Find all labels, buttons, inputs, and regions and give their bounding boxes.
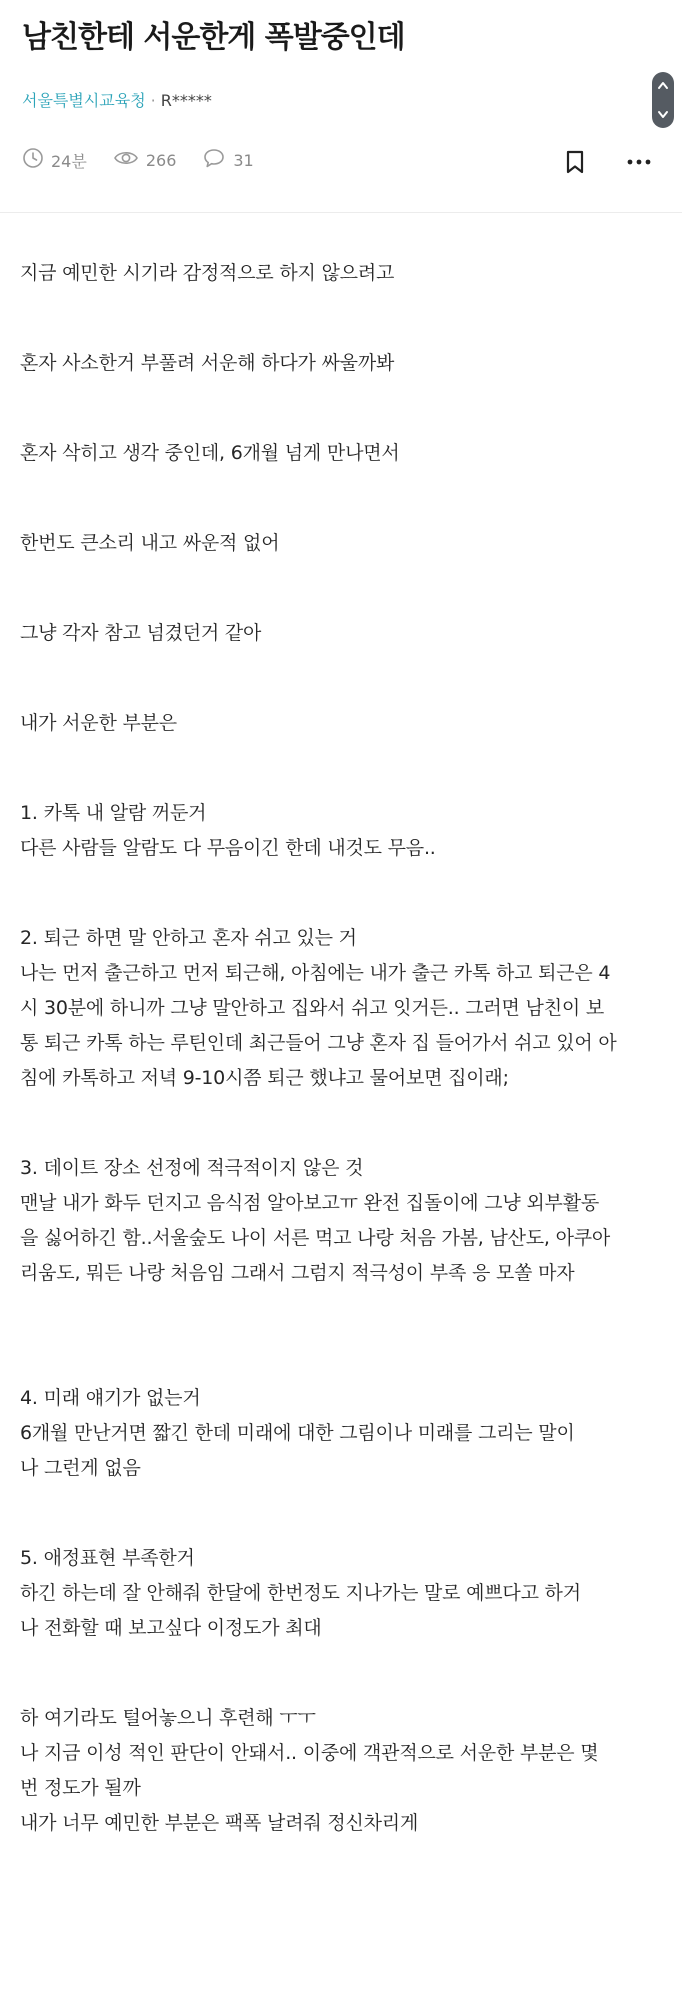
closing-line: 하 여기라도 털어놓으니 후련해 ㅜㅜ [20,1707,316,1729]
scroll-handle-icon[interactable] [652,72,674,128]
paragraph [20,436,660,471]
list-item [20,1541,660,1646]
paragraph [20,256,660,291]
paragraph [20,706,660,741]
paragraph-line: 그냥 각자 참고 넘겼던거 같아 [20,622,262,644]
item-line: 리움도, 뭐든 나랑 처음임 그래서 그럼지 적극성이 부족 응 모쏠 마자 [20,1262,575,1284]
views-value: 266 [145,150,177,170]
paragraph [20,616,660,651]
item-heading: 2. 퇴근 하면 말 안하고 혼자 쉬고 있는 거 [20,927,357,949]
paragraph-line: 혼자 사소한거 부풀려 서운해 하다가 싸울까봐 [20,352,395,374]
list-item [20,1381,660,1486]
item-line: 맨날 내가 화두 던지고 음식점 알아보고ㅠ 완전 집돌이에 그냥 외부활동 [20,1192,600,1214]
comments-value: 31 [233,150,254,170]
more-dots-icon[interactable] [626,152,652,176]
post-meta [22,88,212,111]
closing-line: 내가 너무 예민한 부분은 팩폭 날려줘 정신차리게 [20,1812,419,1834]
paragraph-line: 혼자 삭히고 생각 중인데, 6개월 넘게 만나면서 [20,442,400,464]
item-line: 통 퇴근 카톡 하는 루틴인데 최근들어 그냥 혼자 집 들어가서 쉬고 있어 아 [20,1032,617,1054]
item-line: 나 전화할 때 보고싶다 이정도가 최대 [20,1617,322,1639]
paragraph [20,526,660,561]
clock-icon [22,147,51,173]
item-line: 침에 카톡하고 저녁 9-10시쯤 퇴근 했냐고 물어보면 집이래; [20,1067,509,1089]
comment-bubble-icon [202,147,233,173]
header-divider [0,212,682,213]
list-item [20,921,660,1096]
post-stats [22,148,280,172]
closing-line: 번 정도가 될까 [20,1777,141,1799]
paragraph-line: 내가 서운한 부분은 [20,712,177,734]
item-heading: 3. 데이트 장소 선정에 적극적이지 않은 것 [20,1157,364,1179]
views-stat [113,147,177,173]
meta-separator: · [150,91,156,110]
time-stat [22,147,87,173]
post-header [0,0,682,212]
item-heading: 5. 애정표현 부족한거 [20,1547,195,1569]
paragraph-line: 지금 예민한 시기라 감정적으로 하지 않으려고 [20,262,395,284]
list-item [20,1151,660,1291]
item-line: 6개월 만난거면 짧긴 한데 미래에 대한 그림이나 미래를 그리는 말이 [20,1422,575,1444]
time-value: 24분 [51,151,87,171]
author-name[interactable]: R***** [160,91,212,110]
eye-icon [113,147,146,173]
item-line: 다른 사람들 알람도 다 무음이긴 한데 내것도 무음.. [20,837,436,859]
post-title: 남친한테 서운한게 폭발중인데 [22,20,405,55]
item-line: 나 그런게 없음 [20,1457,141,1479]
comments-stat[interactable] [202,147,253,173]
closing-paragraph [20,1701,660,1841]
post-body [20,256,660,1896]
list-item [20,796,660,866]
bookmark-icon[interactable] [564,150,586,178]
item-line: 시 30분에 하니까 그냥 말안하고 집와서 쉬고 잇거든.. 그러면 남친이 보 [20,997,605,1019]
channel-link[interactable]: 서울특별시교육청 [22,91,146,110]
item-line: 을 싫어하긴 함..서울숲도 나이 서른 먹고 나랑 처음 가봄, 남산도, 아쿠아 [20,1227,611,1249]
paragraph [20,346,660,381]
item-heading: 4. 미래 얘기가 없는거 [20,1387,201,1409]
item-line: 하긴 하는데 잘 안해줘 한달에 한번정도 지나가는 말로 예쁘다고 하거 [20,1582,581,1604]
closing-line: 나 지금 이성 적인 판단이 안돼서.. 이중에 객관적으로 서운한 부분은 몇 [20,1742,599,1764]
item-heading: 1. 카톡 내 알람 꺼둔거 [20,802,207,824]
paragraph-line: 한번도 큰소리 내고 싸운적 없어 [20,532,280,554]
item-line: 나는 먼저 출근하고 먼저 퇴근해, 아침에는 내가 출근 카톡 하고 퇴근은 4 [20,962,611,984]
